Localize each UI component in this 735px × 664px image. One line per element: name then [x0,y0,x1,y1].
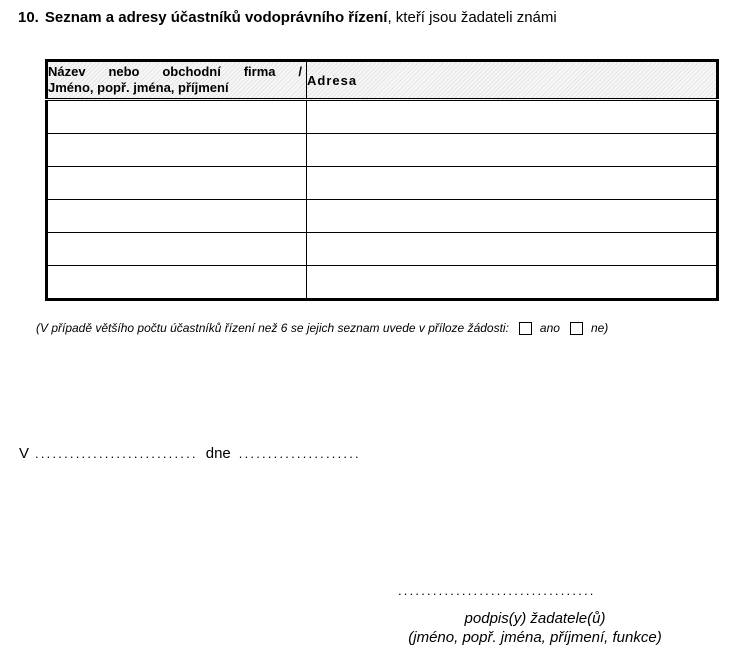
signature-caption-line2: (jméno, popř. jména, příjmení, funkce) [408,629,662,646]
table-row [47,200,718,233]
place-date-line [19,445,361,462]
table-row [47,167,718,200]
address-cell[interactable] [307,200,718,233]
address-cell[interactable] [307,266,718,300]
participants-table [45,59,719,301]
address-cell[interactable] [307,233,718,266]
name-cell[interactable] [47,233,307,266]
name-cell[interactable] [47,167,307,200]
date-label: dne [205,445,231,462]
name-cell[interactable] [47,266,307,300]
signature-caption-line1: podpis(y) žadatele(ů) [464,610,606,627]
column-header-name-line1: Název nebo obchodní firma / [48,64,302,79]
address-cell[interactable] [307,167,718,200]
column-header-address: Adresa [307,61,718,100]
table-row [47,266,718,300]
section-heading [18,9,557,26]
date-field[interactable]: ..................... [238,446,361,461]
signature-field[interactable]: .................................. [398,583,596,598]
place-field[interactable]: ............................ [35,446,198,461]
attachment-yes-label: ano [539,321,560,335]
address-cell[interactable] [307,100,718,134]
attachment-note [36,321,608,335]
column-header-name-line2: Jméno, popř. jména, příjmení [48,80,229,95]
name-cell[interactable] [47,134,307,167]
table-header-row [47,61,718,100]
section-title: Seznam a adresy účastníků vodoprávního řízení [44,9,388,26]
signature-caption [370,609,700,647]
section-title-rest: , kteří jsou žadateli známi [387,9,557,26]
column-header-name [47,61,307,100]
attachment-no-checkbox[interactable] [570,322,583,335]
table-row [47,134,718,167]
table-row [47,100,718,134]
name-cell[interactable] [47,100,307,134]
attachment-no-label: ne) [590,321,609,335]
place-label: V [19,445,30,462]
address-cell[interactable] [307,134,718,167]
section-number: 10. [18,9,39,26]
name-cell[interactable] [47,200,307,233]
attachment-note-text: (V případě většího počtu účastníků řízení než 6 se jejich seznam uvede v příloze žádosti: [36,321,509,335]
table-row [47,233,718,266]
attachment-yes-checkbox[interactable] [519,322,532,335]
